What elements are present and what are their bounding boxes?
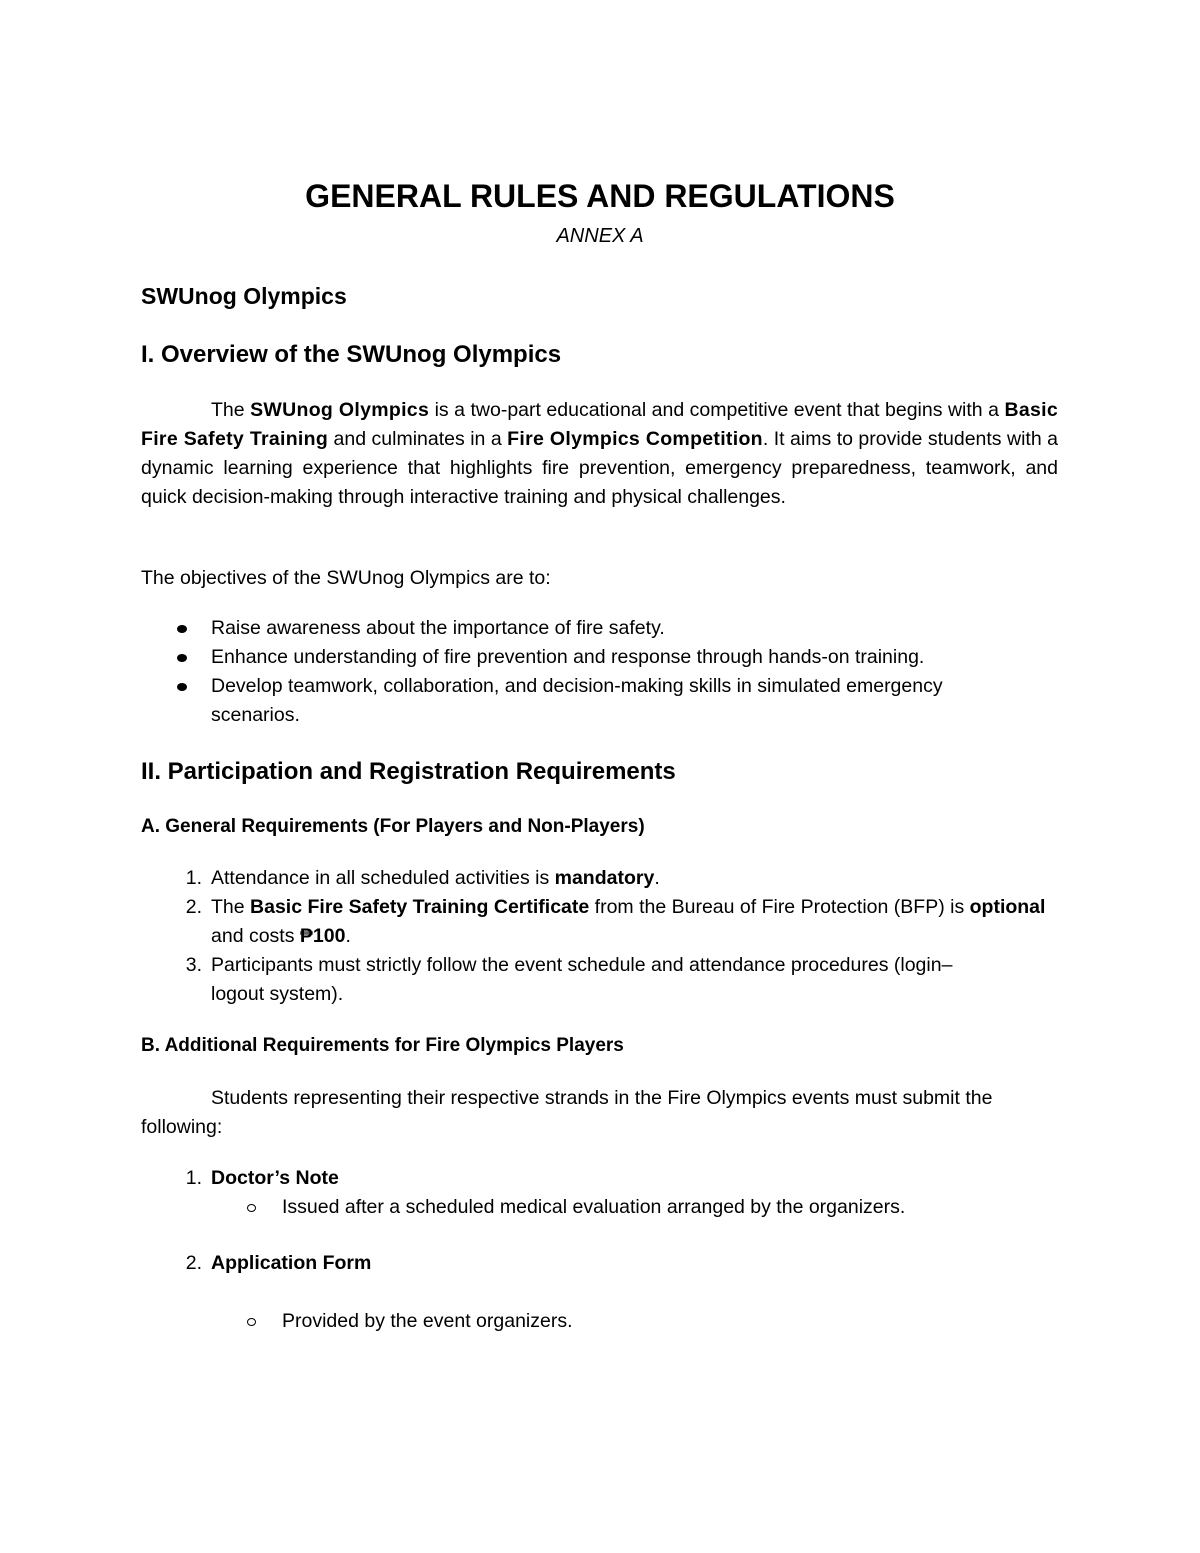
list-item	[185, 951, 981, 1009]
list-item	[211, 614, 1071, 643]
list-item	[211, 672, 1031, 730]
list-item	[211, 643, 1071, 672]
annex-label: ANNEX A	[556, 225, 644, 247]
bullet-icon	[177, 654, 187, 662]
objectives-list	[211, 614, 1071, 730]
list-item-bold: mandatory	[554, 867, 655, 889]
list-item-bold: optional	[969, 896, 1046, 918]
page-title: GENERAL RULES AND REGULATIONS	[305, 178, 895, 214]
list-number: 2.	[185, 896, 202, 918]
bullet-icon	[177, 683, 187, 691]
list-item-text: and costs	[211, 925, 300, 947]
bullet-icon	[177, 625, 187, 633]
overview-paragraph	[141, 396, 1058, 512]
subsection-b-intro: Students representing their respective strands in the Fire Olympics events must submit the following:	[141, 1087, 993, 1138]
overview-bold-3: Fire Olympics Competition	[507, 428, 763, 450]
list-item-text: The	[211, 896, 251, 918]
subsection-b-heading: B. Additional Requirements for Fire Olympics Players	[141, 1035, 624, 1056]
list-item-text: .	[345, 925, 351, 947]
overview-text-3: and culminates in a	[328, 428, 508, 450]
list-item-text: Enhance understanding of fire prevention and response through hands-on training.	[211, 646, 925, 668]
overview-text-1: The	[211, 399, 251, 421]
list-number: 1.	[185, 867, 202, 889]
list-item-text: from the Bureau of Fire Protection (BFP) is	[589, 896, 970, 918]
list-item-bold: ₱100	[299, 925, 346, 947]
list-item-text: Participants must strictly follow the event schedule and attendance procedures (login–logout system).	[211, 954, 953, 1005]
player-requirements-list-1	[185, 1164, 1071, 1193]
document-heading: SWUnog Olympics	[141, 283, 347, 309]
list-item	[185, 1249, 1071, 1278]
sub-list-item	[282, 1307, 573, 1336]
list-item-text: Raise awareness about the importance of fire safety.	[211, 617, 665, 639]
sub-list-item-text: Issued after a scheduled medical evaluation arranged by the organizers.	[282, 1196, 906, 1218]
player-requirements-list-2	[185, 1249, 1071, 1278]
section-2-heading: II. Participation and Registration Requirements	[141, 758, 676, 785]
list-item-text: Attendance in all scheduled activities is	[211, 867, 555, 889]
sub-list-item-text: Provided by the event organizers.	[282, 1310, 573, 1332]
circle-bullet-icon	[247, 1204, 256, 1212]
list-item	[185, 864, 1061, 893]
subsection-a-heading: A. General Requirements (For Players and Non-Players)	[141, 816, 645, 837]
overview-bold-2: Basic Fire Safety Training	[141, 399, 1058, 450]
general-requirements-list	[185, 864, 1061, 1009]
list-item-bold: Basic Fire Safety Training Certificate	[250, 896, 590, 918]
list-item-bold: Application Form	[211, 1252, 372, 1274]
section-1-heading: I. Overview of the SWUnog Olympics	[141, 341, 562, 368]
list-item	[185, 1164, 1071, 1193]
objectives-intro: The objectives of the SWUnog Olympics are to:	[141, 567, 551, 589]
overview-text-4: . It aims to provide students with a dynamic learning experience that highlights fire prevention, emergency preparedness, teamwork, and quick decision-making through interactive training and physical challenges.	[141, 428, 1059, 508]
list-number: 3.	[185, 954, 202, 976]
overview-text-2: is a two-part educational and competitive event that begins with a	[429, 399, 1005, 421]
sub-list-item	[282, 1193, 905, 1222]
list-item-text: Develop teamwork, collaboration, and decision-making skills in simulated emergency scenarios.	[211, 675, 943, 726]
list-item	[185, 893, 1061, 951]
list-number: 2.	[185, 1252, 202, 1274]
circle-bullet-icon	[247, 1318, 256, 1326]
list-item-bold: Doctor’s Note	[211, 1167, 339, 1189]
list-item-text: .	[654, 867, 660, 889]
list-number: 1.	[185, 1167, 202, 1189]
overview-bold-1: SWUnog Olympics	[250, 399, 430, 421]
